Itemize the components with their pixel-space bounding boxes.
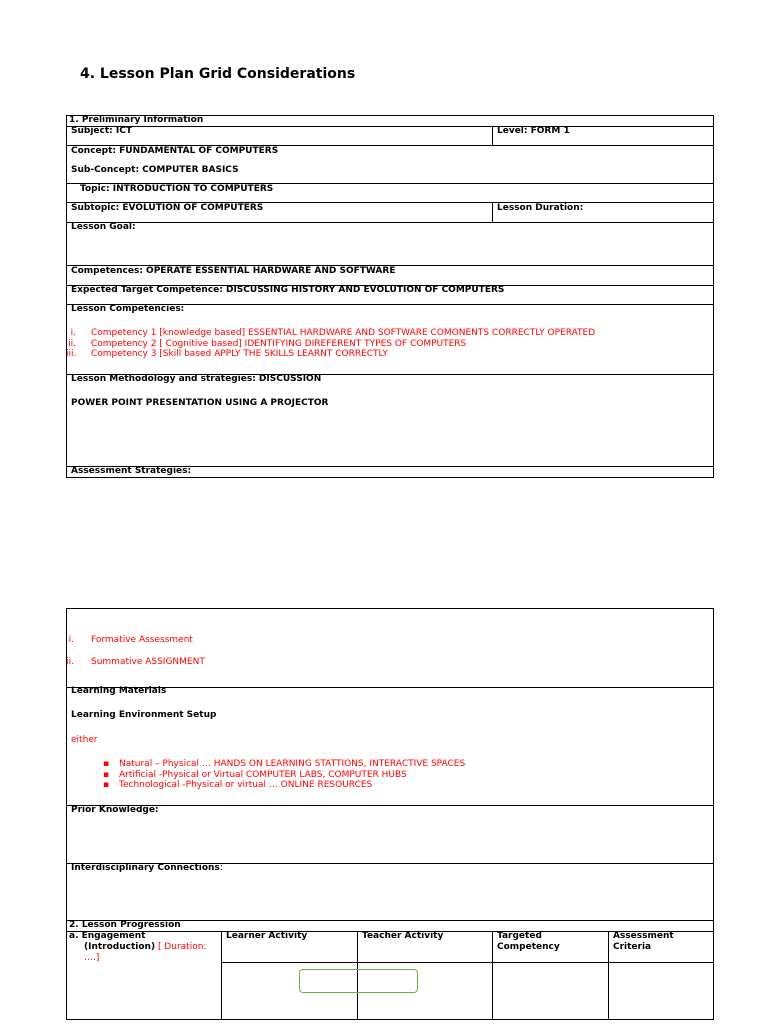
interdisciplinary-label: Interdisciplinary Connections:: [71, 863, 223, 873]
section-preliminary-information: 1. Preliminary Information: [69, 115, 204, 125]
lesson-duration-field: Lesson Duration:: [497, 203, 584, 213]
subject-field: Subject: ICT: [71, 126, 132, 136]
environment-item: ▪ Natural – Physical … HANDS ON LEARNING STATTIONS, INTERACTIVE SPACES: [103, 759, 466, 769]
level-field: Level: FORM 1: [497, 126, 570, 136]
engagement-label: a. Engagement: [69, 931, 146, 941]
environment-item: ▪ Technological -Physical or virtual … ONLINE RESOURCES: [103, 780, 373, 790]
col-divider: [492, 931, 493, 1020]
learner-activity-header: Learner Activity: [226, 931, 308, 941]
col-divider: [221, 931, 222, 1020]
empty-text-box[interactable]: [299, 969, 418, 993]
assessment-criteria-header: Assessment Criteria: [613, 931, 674, 952]
learning-environment-label: Learning Environment Setup: [71, 710, 217, 720]
topic-field: Topic: INTRODUCTION TO COMPUTERS: [80, 184, 274, 194]
table2-border: [66, 608, 714, 1020]
competency-item: ii. Competency 2 [ Cognitive based] IDENTIFYING DIREFERENT TYPES OF COMPUTERS: [68, 339, 467, 349]
row-divider: [66, 126, 714, 127]
subtopic-field: Subtopic: EVOLUTION OF COMPUTERS: [71, 203, 264, 213]
subconcept-field: Sub-Concept: COMPUTER BASICS: [71, 165, 239, 175]
col-divider: [492, 202, 493, 222]
expected-competence-field: Expected Target Competence: DISCUSSING HISTORY AND EVOLUTION OF COMPUTERS: [71, 285, 505, 295]
page-title: 4. Lesson Plan Grid Considerations: [80, 66, 356, 82]
competency-item: i. Competency 1 [knowledge based] ESSENTIAL HARDWARE AND SOFTWARE COMONENTS CORRECTLY OPERATED: [70, 328, 596, 338]
lesson-progression-label: 2. Lesson Progression: [69, 920, 181, 930]
assessment-strategies-label: Assessment Strategies:: [71, 466, 192, 476]
learning-materials-label: Learning Materials: [71, 686, 167, 696]
methodology-field: Lesson Methodology and strategies: DISCUSSION: [71, 374, 322, 384]
concept-field: Concept: FUNDAMENTAL OF COMPUTERS: [71, 146, 279, 156]
col-divider: [608, 931, 609, 1020]
targeted-competency-header: Targeted Competency: [497, 931, 560, 952]
prior-knowledge-label: Prior Knowledge:: [71, 805, 159, 815]
assessment-item: ii. Summative ASSIGNMENT: [66, 657, 205, 667]
presentation-text: POWER POINT PRESENTATION USING A PROJECTOR: [71, 398, 329, 408]
competency-item: iii. Competency 3 [Skill based APPLY THE SKILLS LEARNT CORRECTLY: [66, 349, 388, 359]
row-divider: [221, 962, 714, 963]
row-divider: [66, 222, 714, 223]
teacher-activity-header: Teacher Activity: [362, 931, 444, 941]
engagement-duration: ….]: [84, 953, 100, 963]
row-divider: [66, 805, 714, 806]
either-text: either: [71, 735, 98, 745]
engagement-intro: (Introduction) [ Duration:: [84, 942, 207, 952]
lesson-goal-field: Lesson Goal:: [71, 222, 136, 232]
lesson-competencies-label: Lesson Competencies:: [71, 304, 185, 314]
competences-field: Competences: OPERATE ESSENTIAL HARDWARE AND SOFTWARE: [71, 266, 396, 276]
col-divider: [492, 126, 493, 145]
assessment-item: i. Formative Assessment: [68, 635, 193, 645]
environment-item: ▪ Artificial -Physical or Virtual COMPUTER LABS, COMPUTER HUBS: [103, 770, 407, 780]
